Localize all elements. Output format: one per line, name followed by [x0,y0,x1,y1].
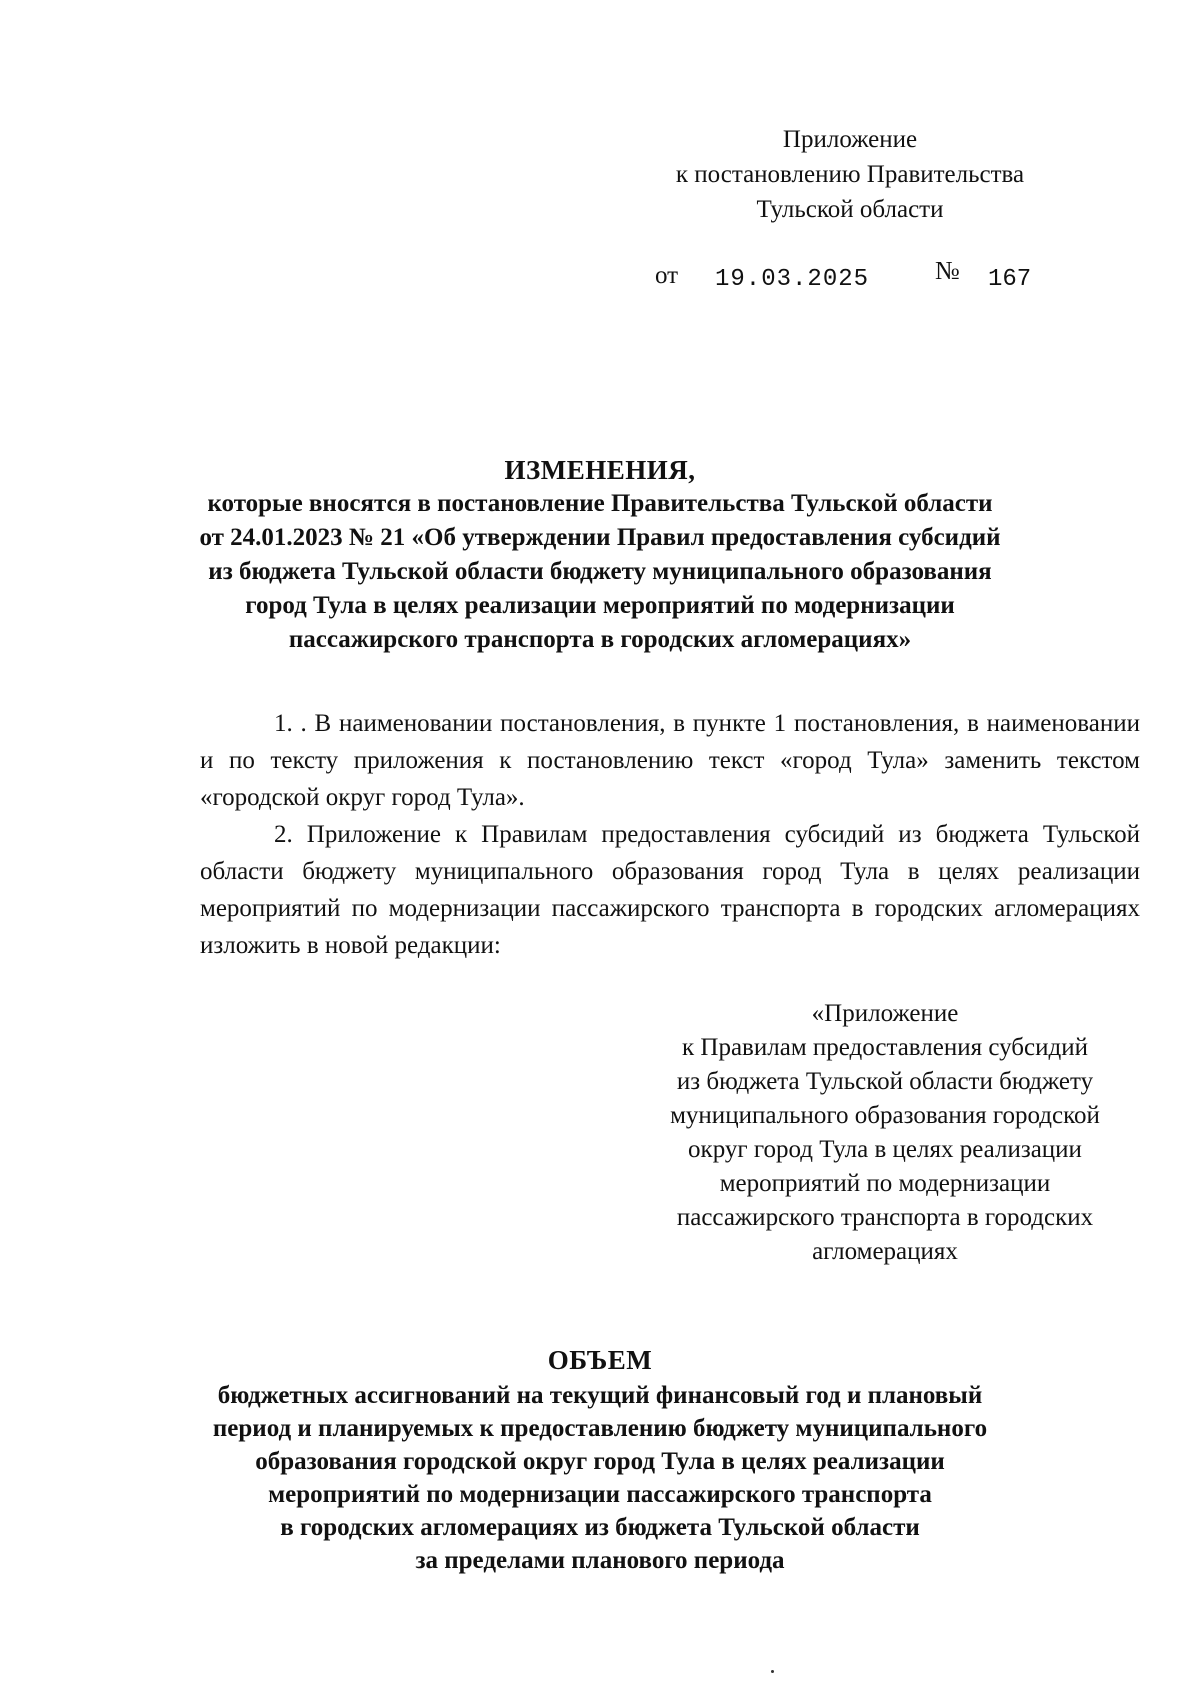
volume-title-line: мероприятий по модернизации пассажирского транспорта [268,1481,932,1508]
changes-title-line: пассажирского транспорта в городских агломерациях» [288,626,912,653]
volume-title-line: бюджетных ассигнований на текущий финансовый год и плановый [217,1382,983,1409]
appendix-rules-line: «Приложение [811,1000,959,1027]
changes-heading: ИЗМЕНЕНИЯ, [504,455,696,485]
changes-title [150,453,1050,657]
changes-title-line: из бюджета Тульской области бюджету муниципального образования [208,558,992,585]
appendix-header-line: к постановлению Правительства [675,161,1025,188]
changes-title-line: город Тула в целях реализации мероприятий по модернизации [245,592,955,619]
appendix-to-rules [630,997,1140,1269]
appendix-header [600,122,1100,227]
appendix-rules-line: пассажирского транспорта в городских [676,1204,1094,1231]
appendix-rules-line: к Правилам предоставления субсидий [682,1034,1088,1061]
volume-title-line: за пределами планового периода [415,1547,785,1574]
resolution-number: 167 [988,266,1032,293]
body-text [200,705,1140,964]
appendix-rules-line: из бюджета Тульской области бюджету [676,1068,1094,1095]
appendix-rules-line: муниципального образования городской [670,1102,1100,1129]
scan-speck [771,1670,774,1673]
volume-title-line: период и планируемых к предоставлению бюджету муниципального [212,1415,988,1442]
appendix-rules-line: мероприятий по модернизации [719,1170,1051,1197]
appendix-header-line: Приложение [782,126,918,153]
number-sign: № [935,256,960,285]
volume-title-line: в городских агломерациях из бюджета Тульской области [280,1514,920,1541]
volume-title [130,1344,1070,1577]
resolution-date: 19.03.2025 [715,266,870,293]
changes-title-line: от 24.01.2023 № 21 «Об утверждении Правил предоставления субсидий [199,524,1001,551]
appendix-header-line: Тульской области [756,196,944,223]
volume-title-line: образования городской округ город Тула в целях реализации [255,1448,945,1475]
resolution-date-number [0,256,1200,302]
appendix-rules-line: агломерациях [812,1238,958,1265]
body-paragraph-2: 2. Приложение к Правилам предоставления субсидий из бюджета Тульской области бюджету муниципального образования город Тула в целях реализации мероприятий по модернизации пассажирского транспорта в городских агломерациях изложить в новой редакции: [200,821,1140,959]
changes-title-line: которые вносятся в постановление Правительства Тульской области [207,490,993,517]
appendix-rules-line: округ город Тула в целях реализации [688,1136,1082,1163]
from-label: от [655,262,679,289]
body-paragraph-1: 1. . В наименовании постановления, в пункте 1 постановления, в наименовании и по тексту приложения к постановлению текст «город Тула» заменить текстом «городской округ город Тула». [200,710,1140,811]
volume-heading: ОБЪЕМ [547,1345,653,1375]
